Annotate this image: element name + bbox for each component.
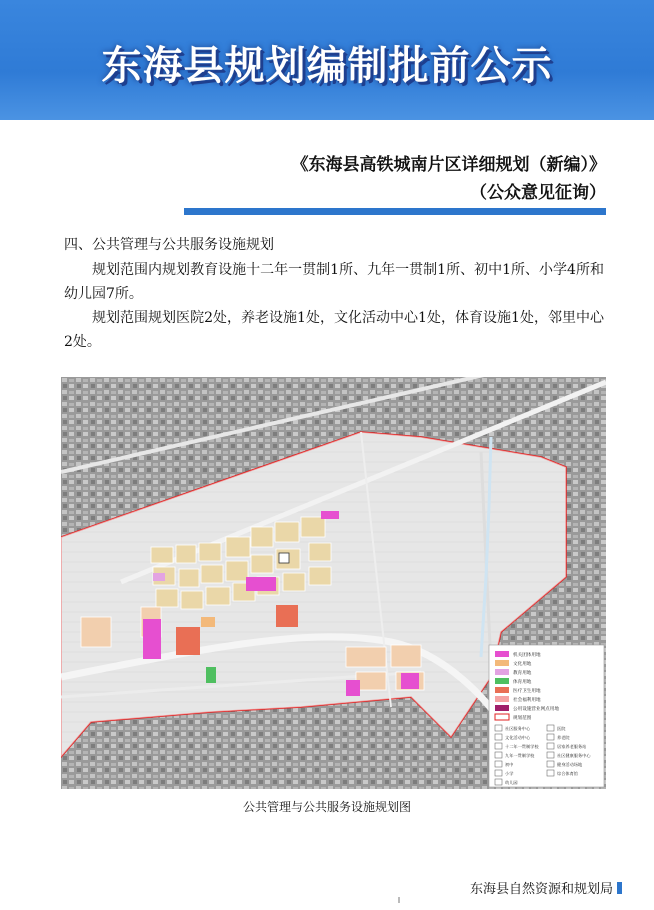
footer-accent-bar: [617, 882, 622, 894]
legend-icon-label: 小学: [505, 771, 514, 776]
figure-caption: 公共管理与公共服务设施规划图: [242, 800, 411, 814]
legend-icon-label: 幼儿园: [505, 780, 518, 785]
map-legend: [489, 645, 604, 787]
legend-label: 医疗卫生用地: [513, 689, 541, 694]
section-heading: 四、公共管理与公共服务设施规划: [64, 237, 274, 253]
paragraph-education: 规划范围内规划教育设施十二年一贯制1所、九年一贯制1所、初中1所、小学4所和幼儿园7所。: [64, 262, 604, 302]
legend-icon-label: 十二年一贯制学校: [505, 744, 539, 749]
header-banner: [0, 0, 654, 120]
paragraph-facilities: 规划范围规划医院2处，养老设施1处，文化活动中心1处，体育设施1处，邻里中心2处。: [64, 310, 604, 350]
planning-map: [61, 377, 606, 789]
legend-icon-label: 医院: [557, 726, 566, 731]
legend-label: 教育用地: [513, 671, 532, 676]
legend-label: 文化用地: [513, 662, 532, 667]
banner-title: 东海县规划编制批前公示: [101, 43, 553, 89]
page-marker: [398, 897, 400, 903]
legend-icon-label: 初中: [505, 762, 514, 767]
legend-icon-label: 居家养老服务站: [557, 744, 587, 749]
legend-icon-label: 九年一贯制学校: [505, 753, 535, 758]
document-subtitle: （公众意见征询）: [470, 183, 606, 203]
legend-label: 规划范围: [513, 716, 532, 721]
footer-org-name: 东海县自然资源和规划局: [469, 882, 613, 897]
legend-icon-label: 文化活动中心: [505, 735, 531, 740]
legend-label: 公用设施营业网点用地: [513, 707, 559, 712]
title-underline: [184, 208, 606, 215]
legend-icon-label: 健身活动场地: [557, 762, 583, 767]
legend-label: 社会福利用地: [513, 698, 541, 703]
legend-icon-label: 综合体育馆: [557, 771, 578, 776]
legend-icon-label: 社区服务中心: [505, 726, 531, 731]
legend-label: 体育用地: [513, 680, 532, 685]
legend-icon-label: 社区健康服务中心: [557, 753, 591, 758]
legend-label: 机关团体用地: [513, 653, 541, 658]
footer-org: [470, 878, 622, 897]
document-title: 《东海县高铁城南片区详细规划（新编）》: [291, 155, 606, 175]
legend-icon-label: 养老院: [557, 735, 570, 740]
